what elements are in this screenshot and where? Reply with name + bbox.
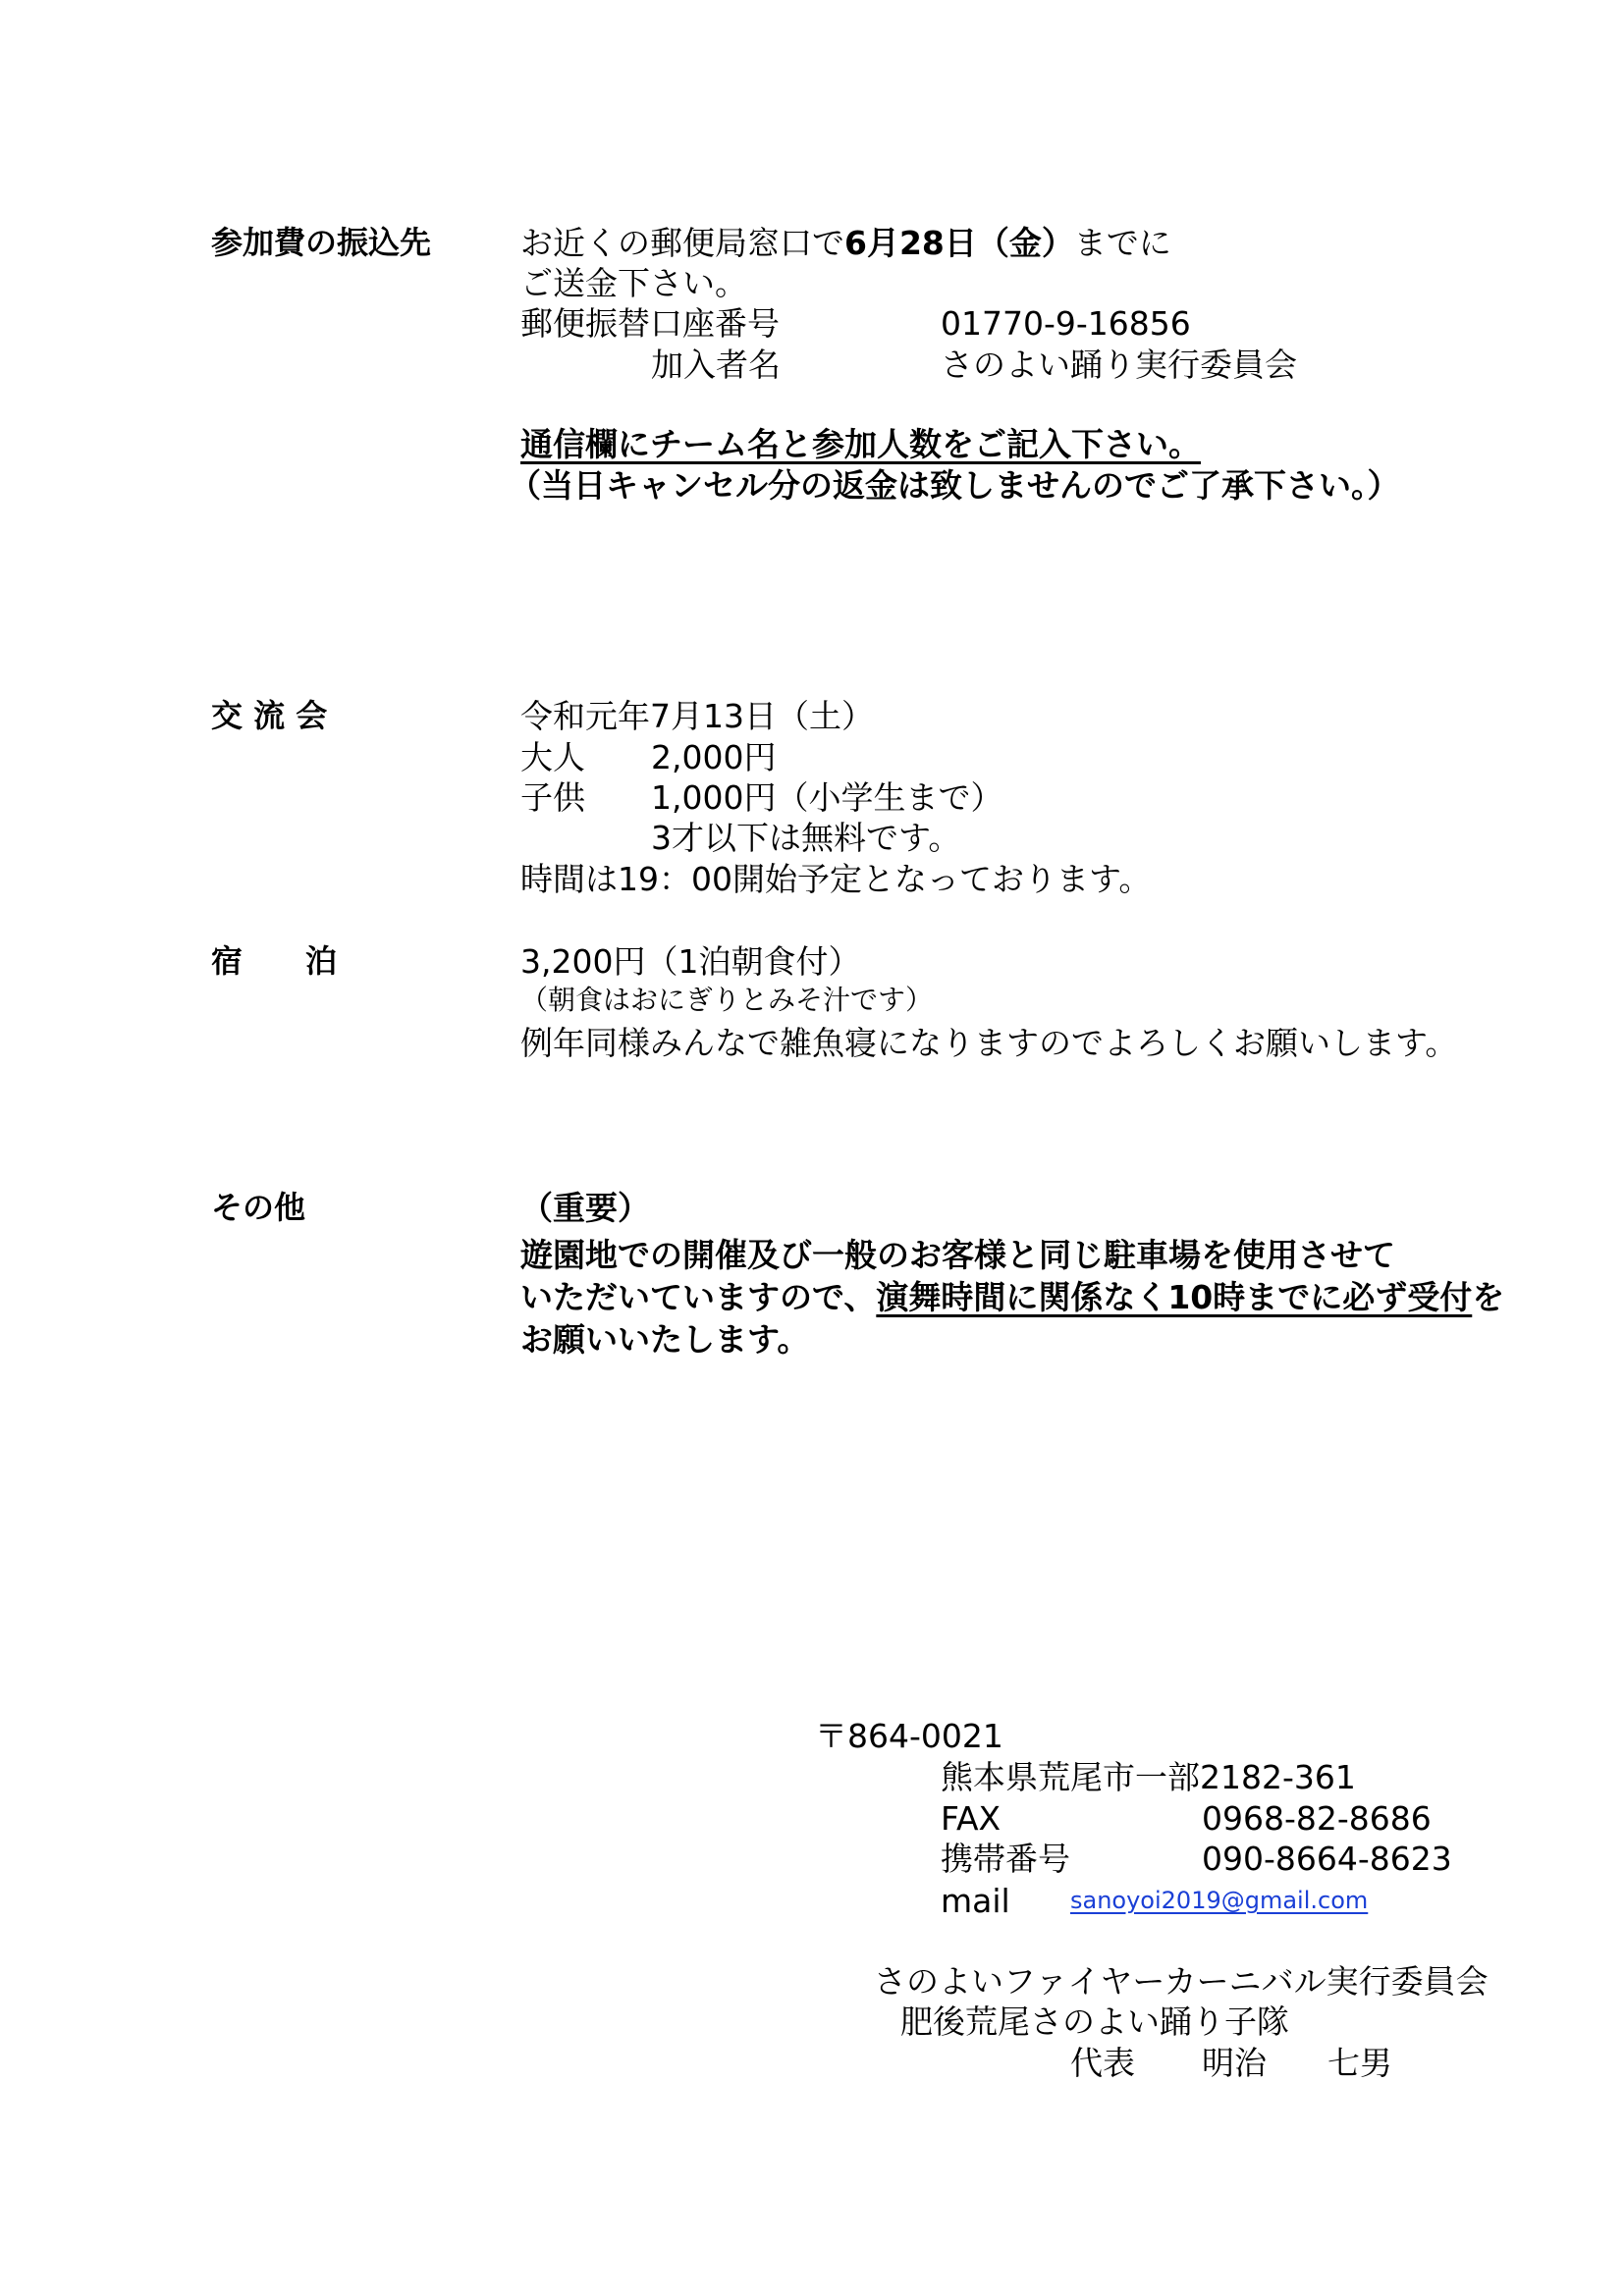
other-line2-post: を (1472, 1278, 1505, 1316)
social-date: 令和元年7月13日（土） (520, 697, 874, 735)
other-heading: その他 (211, 1189, 306, 1226)
payment-line1-pre: お近くの郵便局窓口で (520, 224, 844, 262)
other-line1: 遊園地での開催及び一般のお客様と同じ駐車場を使用させて (520, 1236, 1395, 1274)
payment-note-cancel: （当日キャンセル分の返金は致しませんのでご了承下さい。） (509, 466, 1400, 505)
social-heading: 交 流 会 (211, 697, 328, 734)
child-label: 子供 (520, 778, 585, 817)
account-label: 郵便振替口座番号 (520, 304, 780, 343)
org-name: さのよいファイヤーカーニバル実行委員会 (874, 1962, 1489, 2001)
other-line2-pre: いただいていますので、 (520, 1278, 877, 1316)
payment-heading: 参加費の振込先 (211, 224, 432, 261)
other-line2 (520, 1278, 1505, 1316)
holder-value: さのよい踊り実行委員会 (941, 346, 1297, 384)
adult-label: 大人 (520, 738, 585, 776)
payment-note-underlined: 通信欄にチーム名と参加人数をご記入下さい。 (520, 425, 1201, 463)
reception-deadline: 演舞時間に関係なく10時までに必ず受付 (876, 1278, 1473, 1316)
payment-deadline: 6月28日（金） (844, 224, 1074, 262)
mail-link[interactable]: sanoyoi2019@gmail.com (1070, 1887, 1369, 1914)
address: 熊本県荒尾市一部2182-361 (941, 1758, 1356, 1796)
rep-given: 七男 (1327, 2044, 1392, 2082)
fax-label: FAX (941, 1799, 1001, 1838)
under3-note: 3才以下は無料です。 (651, 819, 961, 857)
mobile-value: 090-8664-8623 (1202, 1840, 1452, 1878)
lodging-note: 例年同様みんなで雑魚寝になりますのでよろしくお願いします。 (520, 1024, 1458, 1062)
postal-code: 〒864-0021 (815, 1717, 1003, 1755)
other-important: （重要） (520, 1189, 650, 1227)
payment-line1-post: までに (1073, 224, 1171, 262)
team-name: 肥後荒尾さのよい踊り子隊 (900, 2002, 1289, 2041)
lodging-heading: 宿 泊 (211, 942, 338, 980)
rep-title: 代表 (1070, 2044, 1135, 2082)
child-price: 1,000円（小学生まで） (651, 778, 1003, 817)
adult-price: 2,000円 (651, 738, 777, 776)
account-value: 01770-9-16856 (941, 304, 1191, 343)
payment-line1 (520, 224, 1171, 262)
lodging-price: 3,200円（1泊朝食付） (520, 942, 861, 981)
mobile-label: 携帯番号 (941, 1840, 1070, 1878)
social-time: 時間は19：00開始予定となっております。 (520, 860, 1152, 898)
holder-label: 加入者名 (651, 346, 781, 384)
fax-value: 0968-82-8686 (1202, 1799, 1432, 1838)
mail-label: mail (941, 1882, 1010, 1920)
rep-surname: 明治 (1202, 2044, 1267, 2082)
lodging-breakfast: （朝食はおにぎりとみそ汁です） (520, 984, 934, 1016)
payment-line2: ご送金下さい。 (520, 264, 747, 302)
other-line3: お願いいたします。 (520, 1320, 810, 1359)
